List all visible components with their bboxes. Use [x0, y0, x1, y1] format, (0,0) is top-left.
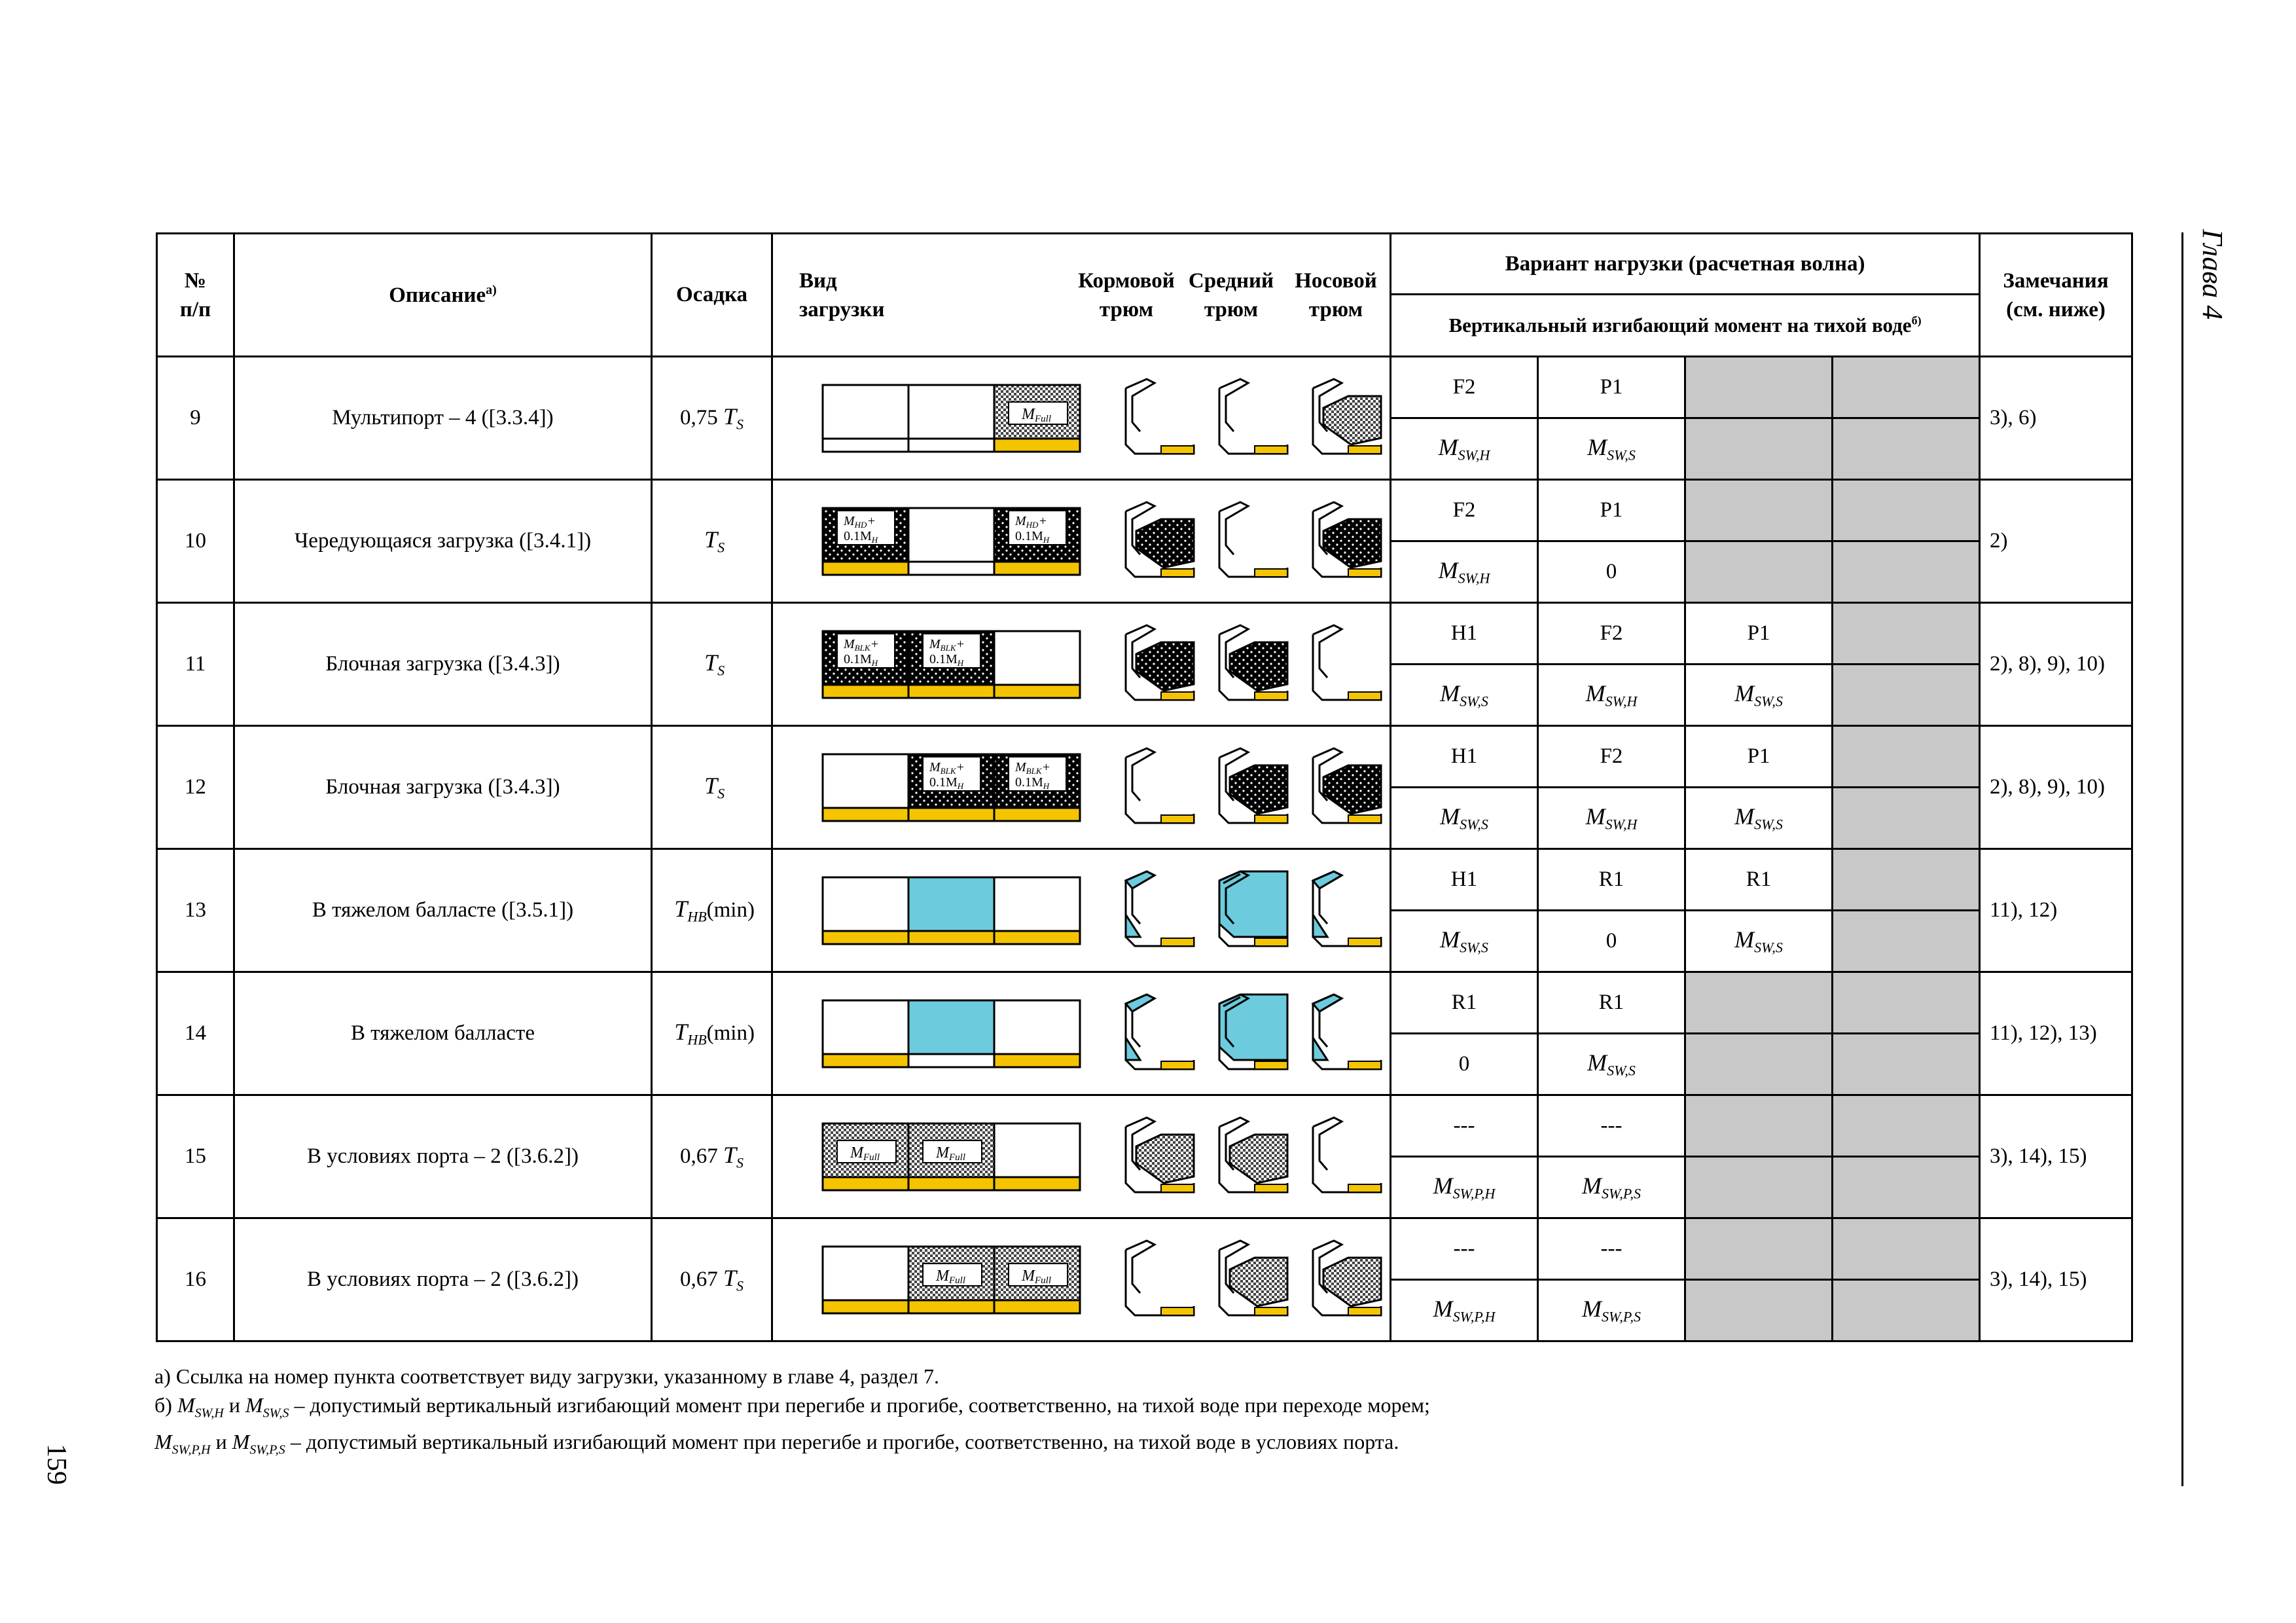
load-variant-cell: ---: [1538, 1095, 1685, 1157]
svg-text:MFull: MFull: [1021, 405, 1051, 424]
load-variant-cell: ---: [1538, 1218, 1685, 1280]
fwd-hold-section: [1308, 1115, 1390, 1199]
moment-cell: [1833, 911, 1980, 972]
row-loading-view: [772, 726, 1391, 849]
svg-text:MBLK+: $M_{BLK}+$: [843, 636, 879, 653]
moment-cell: $M_{SW,S}$: [1538, 1034, 1685, 1095]
row-number: 14: [157, 972, 234, 1095]
row-loading-view: [772, 1095, 1391, 1218]
fwd-hold-section: [1308, 869, 1390, 953]
table-row: [157, 1218, 2132, 1280]
row-remarks: 3), 6): [1980, 357, 2132, 480]
moment-cell: [1685, 1034, 1833, 1095]
load-variant-cell: H1: [1391, 603, 1538, 665]
row-remarks: 3), 14), 15): [1980, 1218, 2132, 1341]
moment-cell: $M_{SW,S}$: [1685, 788, 1833, 849]
row-loading-view: [772, 1218, 1391, 1341]
row-number: 11: [157, 603, 234, 726]
header-aft-hold: Кормовой трюм: [1078, 268, 1175, 321]
row-loading-view: [772, 972, 1391, 1095]
moment-cell: $M_{SW,S}$: [1685, 665, 1833, 726]
moment-cell: [1685, 1280, 1833, 1341]
longitudinal-view: [820, 875, 1082, 947]
row-remarks: 3), 14), 15): [1980, 1095, 2132, 1218]
aft-hold-section: [1121, 623, 1202, 706]
table-row: [157, 357, 2132, 418]
fwd-hold-section: [1308, 746, 1390, 830]
table-row: [157, 726, 2132, 788]
row-loading-view: [772, 357, 1391, 480]
moment-cell: 0: [1391, 1034, 1538, 1095]
fwd-hold-section: [1308, 1238, 1390, 1322]
mid-hold-section: [1214, 992, 1296, 1076]
load-variant-cell: [1833, 357, 1980, 418]
mid-hold-section: [1214, 376, 1296, 460]
header-number: № п/п: [157, 234, 234, 357]
moment-cell: $M_{SW,S}$: [1538, 418, 1685, 480]
moment-cell: $M_{SW,S}$: [1685, 911, 1833, 972]
row-remarks: 2), 8), 9), 10): [1980, 726, 2132, 849]
chapter-label: Глава 4: [2197, 229, 2229, 320]
aft-hold-section: [1121, 992, 1202, 1076]
moment-cell: $M_{SW,P,H}$: [1391, 1157, 1538, 1218]
row-draft: $T_S$: [652, 480, 772, 603]
moment-cell: [1833, 541, 1980, 603]
table-row: [157, 972, 2132, 1034]
moment-cell: $M_{SW,P,S}$: [1538, 1157, 1685, 1218]
row-draft: 0,75 $T_S$: [652, 357, 772, 480]
row-remarks: 11), 12): [1980, 849, 2132, 972]
row-description: В условиях порта – 2 ([3.6.2]): [234, 1095, 652, 1218]
row-remarks: 2), 8), 9), 10): [1980, 603, 2132, 726]
row-draft: $T_{HB}(\min)$: [652, 849, 772, 972]
row-number: 13: [157, 849, 234, 972]
header-loading-view: [772, 234, 1391, 357]
load-variant-cell: [1833, 1218, 1980, 1280]
moment-cell: [1833, 1280, 1980, 1341]
row-draft: 0,67 $T_S$: [652, 1095, 772, 1218]
fwd-hold-section: [1308, 623, 1390, 706]
moment-cell: 0: [1538, 541, 1685, 603]
svg-text:MBLK+: $M_{BLK}+$: [1014, 759, 1050, 776]
mid-hold-section: [1214, 623, 1296, 706]
moment-cell: $M_{SW,P,H}$: [1391, 1280, 1538, 1341]
moment-cell: [1685, 1157, 1833, 1218]
row-description: В тяжелом балласте ([3.5.1]): [234, 849, 652, 972]
svg-text:0.1MH: $0.1M_H$: [929, 775, 963, 791]
svg-text:MFull: MFull: [935, 1267, 965, 1286]
moment-cell: [1685, 541, 1833, 603]
moment-cell: $M_{SW,P,S}$: [1538, 1280, 1685, 1341]
longitudinal-view: [820, 998, 1082, 1070]
moment-cell: [1833, 665, 1980, 726]
margin-rule: [2181, 232, 2183, 1486]
row-description: В тяжелом балласте: [234, 972, 652, 1095]
row-remarks: 2): [1980, 480, 2132, 603]
moment-cell: $M_{SW,S}$: [1391, 788, 1538, 849]
moment-cell: [1685, 418, 1833, 480]
header-description: Описание$^{а)}$: [234, 234, 652, 357]
row-description: Мультипорт – 4 ([3.3.4]): [234, 357, 652, 480]
moment-cell: [1833, 1157, 1980, 1218]
moment-cell: 0: [1538, 911, 1685, 972]
load-variant-cell: [1685, 480, 1833, 541]
load-variant-cell: P1: [1538, 480, 1685, 541]
table-row: [157, 849, 2132, 911]
row-draft: $T_{HB}(\min)$: [652, 972, 772, 1095]
load-variant-cell: F2: [1391, 357, 1538, 418]
longitudinal-view: [820, 1121, 1082, 1193]
load-variant-cell: [1833, 726, 1980, 788]
aft-hold-section: [1121, 376, 1202, 460]
longitudinal-view: [820, 505, 1082, 577]
load-variant-cell: R1: [1685, 849, 1833, 911]
load-variant-cell: F2: [1538, 603, 1685, 665]
load-variant-cell: [1833, 603, 1980, 665]
load-variant-cell: [1685, 1095, 1833, 1157]
longitudinal-view: [820, 382, 1082, 454]
svg-text:MFull: MFull: [1021, 1267, 1051, 1286]
load-variant-cell: [1685, 972, 1833, 1034]
footnote-b: б) $M_{SW,H}$ и $M_{SW,S}$ – допустимый вертикальный изгибающий момент при перегибе и прогибе, соответственно, на тихой воде при переходе морем;: [154, 1393, 1430, 1421]
header-still-water-moment: Вертикальный изгибающий момент на тихой воде$^{б)}$: [1391, 295, 1980, 357]
moment-cell: $M_{SW,S}$: [1391, 665, 1538, 726]
header-fwd-hold: Носовой трюм: [1295, 268, 1377, 321]
mid-hold-section: [1214, 1238, 1296, 1322]
row-number: 9: [157, 357, 234, 480]
row-description: В условиях порта – 2 ([3.6.2]): [234, 1218, 652, 1341]
row-loading-view: [772, 849, 1391, 972]
aft-hold-section: [1121, 1238, 1202, 1322]
load-variant-cell: H1: [1391, 726, 1538, 788]
longitudinal-view: [820, 629, 1082, 701]
load-variant-cell: [1685, 357, 1833, 418]
row-description: Блочная загрузка ([3.4.3]): [234, 603, 652, 726]
moment-cell: $M_{SW,H}$: [1391, 418, 1538, 480]
row-number: 15: [157, 1095, 234, 1218]
moment-cell: $M_{SW,H}$: [1538, 665, 1685, 726]
svg-text:0.1MH: $0.1M_H$: [929, 651, 963, 668]
load-variant-cell: F2: [1391, 480, 1538, 541]
footnote-a: а) Ссылка на номер пункта соответствует виду загрузки, указанному в главе 4, раздел 7.: [154, 1364, 940, 1388]
footnote-c: $M_{SW,P,H}$ и $M_{SW,P,S}$ – допустимый вертикальный изгибающий момент при перегибе и прогибе, соответственно, на тихой воде в условиях порта.: [154, 1430, 1399, 1457]
row-number: 12: [157, 726, 234, 849]
svg-text:MFull: MFull: [850, 1144, 880, 1163]
svg-text:0.1MH: $0.1M_H$: [1014, 528, 1049, 545]
row-number: 16: [157, 1218, 234, 1341]
moment-cell: [1833, 788, 1980, 849]
aft-hold-section: [1121, 746, 1202, 830]
aft-hold-section: [1121, 869, 1202, 953]
moment-cell: [1833, 1034, 1980, 1095]
row-loading-view: [772, 480, 1391, 603]
load-variant-cell: R1: [1538, 849, 1685, 911]
row-remarks: 11), 12), 13): [1980, 972, 2132, 1095]
row-description: Блочная загрузка ([3.4.3]): [234, 726, 652, 849]
header-draft: Осадка: [652, 234, 772, 357]
svg-text:MBLK+: $M_{BLK}+$: [929, 636, 965, 653]
table-row: [157, 1095, 2132, 1157]
aft-hold-section: [1121, 1115, 1202, 1199]
load-variant-cell: P1: [1685, 726, 1833, 788]
load-variant-cell: [1833, 1095, 1980, 1157]
load-variant-cell: [1833, 849, 1980, 911]
load-variant-cell: ---: [1391, 1095, 1538, 1157]
mid-hold-section: [1214, 869, 1296, 953]
load-variant-cell: P1: [1538, 357, 1685, 418]
load-variant-cell: R1: [1391, 972, 1538, 1034]
moment-cell: $M_{SW,S}$: [1391, 911, 1538, 972]
moment-cell: [1833, 418, 1980, 480]
mid-hold-section: [1214, 500, 1296, 583]
svg-text:MHD+: $M_{HD}+$: [1014, 513, 1047, 530]
svg-text:MBLK+: $M_{BLK}+$: [929, 759, 965, 776]
svg-text:0.1MH: $0.1M_H$: [843, 528, 878, 545]
load-variant-cell: [1833, 972, 1980, 1034]
page-number: 159: [41, 1444, 71, 1485]
loading-conditions-table: [156, 232, 2133, 1342]
mid-hold-section: [1214, 746, 1296, 830]
header-load-variant: Вариант нагрузки (расчетная волна): [1391, 234, 1980, 295]
load-variant-cell: [1833, 480, 1980, 541]
fwd-hold-section: [1308, 992, 1390, 1076]
row-description: Чередующаяся загрузка ([3.4.1]): [234, 480, 652, 603]
row-draft: $T_S$: [652, 603, 772, 726]
svg-text:0.1MH: $0.1M_H$: [843, 651, 878, 668]
aft-hold-section: [1121, 500, 1202, 583]
load-variant-cell: ---: [1391, 1218, 1538, 1280]
header-remarks: Замечания (см. ниже): [1980, 234, 2132, 357]
moment-cell: $M_{SW,H}$: [1391, 541, 1538, 603]
longitudinal-view: [820, 752, 1082, 824]
load-variant-cell: P1: [1685, 603, 1833, 665]
header-vid: Вид загрузки: [799, 268, 885, 321]
header-mid-hold: Средний трюм: [1188, 268, 1274, 321]
load-variant-cell: [1685, 1218, 1833, 1280]
load-variant-cell: H1: [1391, 849, 1538, 911]
table-row: [157, 480, 2132, 541]
row-number: 10: [157, 480, 234, 603]
load-variant-cell: R1: [1538, 972, 1685, 1034]
row-draft: 0,67 $T_S$: [652, 1218, 772, 1341]
footnotes: [154, 1362, 2118, 1465]
longitudinal-view: [820, 1244, 1082, 1316]
row-draft: $T_S$: [652, 726, 772, 849]
fwd-hold-section: [1308, 376, 1390, 460]
table-row: [157, 603, 2132, 665]
fwd-hold-section: [1308, 500, 1390, 583]
row-loading-view: [772, 603, 1391, 726]
mid-hold-section: [1214, 1115, 1296, 1199]
load-variant-cell: F2: [1538, 726, 1685, 788]
svg-text:MHD+: $M_{HD}+$: [843, 513, 876, 530]
svg-text:MFull: MFull: [935, 1144, 965, 1163]
moment-cell: $M_{SW,H}$: [1538, 788, 1685, 849]
svg-text:0.1MH: $0.1M_H$: [1014, 775, 1049, 791]
